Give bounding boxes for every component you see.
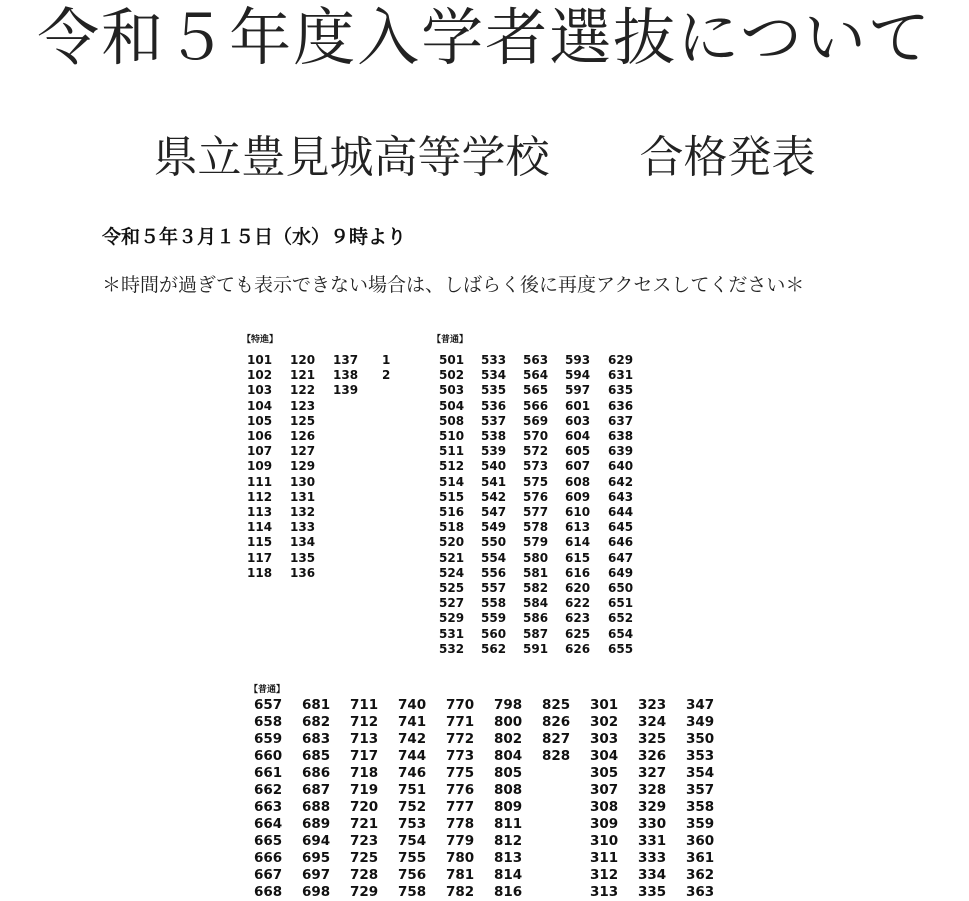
exam-number: 554	[481, 550, 507, 565]
exam-number: 741	[398, 714, 427, 730]
exam-number: 775	[446, 765, 475, 781]
exam-number: 591	[523, 641, 549, 656]
exam-number: 125	[290, 413, 316, 428]
exam-number: 117	[247, 550, 273, 565]
page-subtitle	[0, 128, 969, 188]
exam-number: 827	[542, 731, 571, 747]
results-block-futsu-1	[439, 353, 638, 657]
exam-number: 516	[439, 505, 465, 520]
exam-number: 644	[608, 505, 634, 520]
section-label-futsu-1: 【普通】	[432, 335, 469, 345]
exam-number: 728	[350, 867, 379, 883]
exam-number: 354	[686, 765, 715, 781]
exam-number: 664	[254, 816, 283, 832]
exam-number: 563	[523, 353, 549, 367]
exam-number: 758	[398, 884, 427, 900]
exam-number: 303	[590, 731, 619, 747]
exam-number: 800	[494, 714, 523, 730]
exam-number: 105	[247, 413, 273, 428]
exam-number: 746	[398, 765, 427, 781]
exam-number: 111	[247, 474, 273, 489]
exam-number: 659	[254, 731, 283, 747]
exam-number: 770	[446, 697, 475, 713]
exam-number: 816	[494, 884, 523, 900]
exam-number: 560	[481, 626, 507, 641]
exam-number: 501	[439, 353, 465, 367]
exam-number: 330	[638, 816, 667, 832]
exam-number: 668	[254, 884, 283, 900]
results-column	[290, 353, 333, 581]
exam-number: 549	[481, 520, 507, 535]
exam-number: 754	[398, 833, 427, 849]
exam-number: 305	[590, 765, 619, 781]
exam-number: 131	[290, 489, 316, 504]
exam-number: 607	[565, 459, 591, 474]
exam-number: 129	[290, 459, 316, 474]
exam-number: 640	[608, 459, 634, 474]
exam-number: 536	[481, 398, 507, 413]
exam-number: 755	[398, 850, 427, 866]
exam-number: 104	[247, 398, 273, 413]
exam-number: 753	[398, 816, 427, 832]
exam-number: 534	[481, 368, 507, 383]
exam-number: 814	[494, 867, 523, 883]
results-column	[398, 697, 446, 901]
exam-number: 663	[254, 799, 283, 815]
exam-number: 642	[608, 474, 634, 489]
exam-number: 626	[565, 641, 591, 656]
exam-number: 638	[608, 429, 634, 444]
exam-number: 324	[638, 714, 667, 730]
exam-number: 126	[290, 429, 316, 444]
exam-number: 613	[565, 520, 591, 535]
exam-number: 508	[439, 413, 465, 428]
exam-number: 586	[523, 611, 549, 626]
exam-number: 682	[302, 714, 331, 730]
exam-number: 101	[247, 353, 273, 367]
exam-number: 565	[523, 383, 549, 398]
exam-number: 312	[590, 867, 619, 883]
exam-number: 308	[590, 799, 619, 815]
exam-number: 138	[333, 368, 359, 383]
results-column	[481, 353, 523, 657]
exam-number: 130	[290, 474, 316, 489]
exam-number: 597	[565, 383, 591, 398]
exam-number: 594	[565, 368, 591, 383]
exam-number: 572	[523, 444, 549, 459]
exam-number: 645	[608, 520, 634, 535]
exam-number: 778	[446, 816, 475, 832]
exam-number: 625	[565, 626, 591, 641]
exam-number: 631	[608, 368, 634, 383]
results-column	[333, 353, 382, 581]
exam-number: 562	[481, 641, 507, 656]
exam-number: 683	[302, 731, 331, 747]
exam-number: 577	[523, 505, 549, 520]
results-column	[439, 353, 481, 657]
exam-number: 713	[350, 731, 379, 747]
exam-number: 720	[350, 799, 379, 815]
exam-number: 694	[302, 833, 331, 849]
results-column	[542, 697, 590, 901]
exam-number: 103	[247, 383, 273, 398]
exam-number: 118	[247, 565, 273, 580]
announcement-label: 合格発表	[639, 132, 816, 183]
exam-number: 135	[290, 550, 316, 565]
exam-number: 122	[290, 383, 316, 398]
exam-number: 107	[247, 444, 273, 459]
exam-number: 313	[590, 884, 619, 900]
exam-number: 358	[686, 799, 715, 815]
exam-number: 772	[446, 731, 475, 747]
results-column	[446, 697, 494, 901]
exam-number: 113	[247, 505, 273, 520]
exam-number: 665	[254, 833, 283, 849]
results-column	[382, 353, 402, 581]
exam-number: 335	[638, 884, 667, 900]
exam-number: 781	[446, 867, 475, 883]
exam-number: 688	[302, 799, 331, 815]
exam-number: 805	[494, 765, 523, 781]
exam-number: 133	[290, 520, 316, 535]
exam-number: 667	[254, 867, 283, 883]
exam-number: 514	[439, 474, 465, 489]
exam-number: 327	[638, 765, 667, 781]
exam-number: 362	[686, 867, 715, 883]
exam-number: 813	[494, 850, 523, 866]
exam-number: 729	[350, 884, 379, 900]
exam-number: 132	[290, 505, 316, 520]
exam-number: 718	[350, 765, 379, 781]
exam-number: 557	[481, 581, 507, 596]
exam-number: 304	[590, 748, 619, 764]
results-column	[686, 697, 716, 901]
exam-number: 698	[302, 884, 331, 900]
section-label-tokushin: 【特進】	[242, 335, 279, 345]
results-column	[523, 353, 565, 657]
exam-number: 652	[608, 611, 634, 626]
exam-number: 636	[608, 398, 634, 413]
exam-number: 711	[350, 697, 379, 713]
exam-number: 556	[481, 565, 507, 580]
exam-number: 826	[542, 714, 571, 730]
exam-number: 347	[686, 697, 715, 713]
results-block-tokushin	[247, 353, 402, 581]
exam-number: 604	[565, 429, 591, 444]
exam-number: 603	[565, 413, 591, 428]
exam-number: 809	[494, 799, 523, 815]
exam-number: 363	[686, 884, 715, 900]
exam-number: 524	[439, 565, 465, 580]
results-column	[247, 353, 290, 581]
exam-number: 521	[439, 550, 465, 565]
exam-number: 541	[481, 474, 507, 489]
school-name: 県立豊見城高等学校	[153, 132, 550, 183]
exam-number: 616	[565, 565, 591, 580]
exam-number: 558	[481, 596, 507, 611]
exam-number: 721	[350, 816, 379, 832]
exam-number: 535	[481, 383, 507, 398]
exam-number: 309	[590, 816, 619, 832]
exam-number: 808	[494, 782, 523, 798]
exam-number: 697	[302, 867, 331, 883]
exam-number: 620	[565, 581, 591, 596]
exam-number: 114	[247, 520, 273, 535]
exam-number: 651	[608, 596, 634, 611]
exam-number: 580	[523, 550, 549, 565]
exam-number: 615	[565, 550, 591, 565]
exam-number: 537	[481, 413, 507, 428]
results-column	[608, 353, 638, 657]
exam-number: 610	[565, 505, 591, 520]
exam-number: 106	[247, 429, 273, 444]
exam-number: 115	[247, 535, 273, 550]
exam-number: 360	[686, 833, 715, 849]
exam-number: 134	[290, 535, 316, 550]
exam-number: 573	[523, 459, 549, 474]
exam-number: 804	[494, 748, 523, 764]
exam-number: 660	[254, 748, 283, 764]
exam-number: 331	[638, 833, 667, 849]
exam-number: 828	[542, 748, 571, 764]
exam-number: 614	[565, 535, 591, 550]
exam-number: 323	[638, 697, 667, 713]
exam-number: 776	[446, 782, 475, 798]
exam-number: 629	[608, 353, 634, 367]
exam-number: 547	[481, 505, 507, 520]
access-notice	[102, 270, 804, 297]
exam-number: 504	[439, 398, 465, 413]
exam-number: 742	[398, 731, 427, 747]
exam-number: 531	[439, 626, 465, 641]
exam-number: 510	[439, 429, 465, 444]
exam-number: 661	[254, 765, 283, 781]
exam-number: 520	[439, 535, 465, 550]
exam-number: 582	[523, 581, 549, 596]
exam-number: 609	[565, 489, 591, 504]
exam-number: 533	[481, 353, 507, 367]
exam-number: 601	[565, 398, 591, 413]
exam-number: 120	[290, 353, 316, 367]
exam-number: 137	[333, 353, 359, 367]
exam-number: 686	[302, 765, 331, 781]
exam-number: 566	[523, 398, 549, 413]
exam-number: 649	[608, 565, 634, 580]
results-column	[590, 697, 638, 901]
exam-number: 139	[333, 383, 359, 398]
exam-number: 646	[608, 535, 634, 550]
exam-number: 655	[608, 641, 634, 656]
exam-number: 654	[608, 626, 634, 641]
exam-number: 719	[350, 782, 379, 798]
exam-number: 689	[302, 816, 331, 832]
exam-number: 635	[608, 383, 634, 398]
exam-number: 540	[481, 459, 507, 474]
exam-number: 538	[481, 429, 507, 444]
exam-number: 771	[446, 714, 475, 730]
exam-number: 326	[638, 748, 667, 764]
exam-number: 773	[446, 748, 475, 764]
exam-number: 622	[565, 596, 591, 611]
exam-number: 569	[523, 413, 549, 428]
exam-number: 515	[439, 489, 465, 504]
exam-number: 605	[565, 444, 591, 459]
results-column	[350, 697, 398, 901]
exam-number: 685	[302, 748, 331, 764]
exam-number: 542	[481, 489, 507, 504]
exam-number: 502	[439, 368, 465, 383]
exam-number: 532	[439, 641, 465, 656]
exam-number: 350	[686, 731, 715, 747]
exam-number: 681	[302, 697, 331, 713]
exam-number: 112	[247, 489, 273, 504]
exam-number: 751	[398, 782, 427, 798]
exam-number: 529	[439, 611, 465, 626]
exam-number: 740	[398, 697, 427, 713]
exam-number: 581	[523, 565, 549, 580]
exam-number: 539	[481, 444, 507, 459]
exam-number: 662	[254, 782, 283, 798]
exam-number: 584	[523, 596, 549, 611]
exam-number: 712	[350, 714, 379, 730]
exam-number: 608	[565, 474, 591, 489]
exam-number: 756	[398, 867, 427, 883]
exam-number: 329	[638, 799, 667, 815]
exam-number: 512	[439, 459, 465, 474]
exam-number: 744	[398, 748, 427, 764]
exam-number: 333	[638, 850, 667, 866]
exam-number: 782	[446, 884, 475, 900]
exam-number: 353	[686, 748, 715, 764]
exam-number: 1	[382, 353, 391, 367]
exam-number: 578	[523, 520, 549, 535]
exam-number: 525	[439, 581, 465, 596]
exam-number: 802	[494, 731, 523, 747]
exam-number: 570	[523, 429, 549, 444]
exam-number: 136	[290, 565, 316, 580]
exam-number: 587	[523, 626, 549, 641]
exam-number: 102	[247, 368, 273, 383]
exam-number: 109	[247, 459, 273, 474]
exam-number: 723	[350, 833, 379, 849]
access-notice-text: ＊時間が過ぎても表示できない場合は、しばらく後に再度アクセスしてください＊	[102, 274, 805, 296]
exam-number: 123	[290, 398, 316, 413]
exam-number: 576	[523, 489, 549, 504]
results-block-futsu-2	[254, 697, 716, 901]
results-column	[302, 697, 350, 901]
exam-number: 777	[446, 799, 475, 815]
results-column	[254, 697, 302, 901]
exam-number: 812	[494, 833, 523, 849]
exam-number: 349	[686, 714, 715, 730]
exam-number: 511	[439, 444, 465, 459]
exam-number: 623	[565, 611, 591, 626]
exam-number: 780	[446, 850, 475, 866]
announcement-date: 令和５年３月１５日（水）９時より	[102, 226, 407, 248]
exam-number: 359	[686, 816, 715, 832]
exam-number: 798	[494, 697, 523, 713]
section-label-futsu-2: 【普通】	[249, 685, 286, 695]
exam-number: 334	[638, 867, 667, 883]
exam-number: 311	[590, 850, 619, 866]
exam-number: 564	[523, 368, 549, 383]
results-column	[494, 697, 542, 901]
exam-number: 666	[254, 850, 283, 866]
exam-number: 2	[382, 368, 391, 383]
exam-number: 695	[302, 850, 331, 866]
exam-number: 310	[590, 833, 619, 849]
exam-number: 639	[608, 444, 634, 459]
exam-number: 658	[254, 714, 283, 730]
exam-number: 357	[686, 782, 715, 798]
exam-number: 717	[350, 748, 379, 764]
exam-number: 121	[290, 368, 316, 383]
page-title: 令和５年度入学者選抜について	[37, 1, 932, 74]
exam-number: 752	[398, 799, 427, 815]
exam-number: 593	[565, 353, 591, 367]
exam-number: 307	[590, 782, 619, 798]
exam-number: 503	[439, 383, 465, 398]
exam-number: 643	[608, 489, 634, 504]
exam-number: 325	[638, 731, 667, 747]
exam-number: 361	[686, 850, 715, 866]
exam-number: 575	[523, 474, 549, 489]
results-column	[565, 353, 608, 657]
exam-number: 301	[590, 697, 619, 713]
exam-number: 527	[439, 596, 465, 611]
results-column	[638, 697, 686, 901]
exam-number: 647	[608, 550, 634, 565]
exam-number: 550	[481, 535, 507, 550]
exam-number: 127	[290, 444, 316, 459]
exam-number: 559	[481, 611, 507, 626]
exam-number: 725	[350, 850, 379, 866]
exam-number: 579	[523, 535, 549, 550]
exam-number: 825	[542, 697, 571, 713]
exam-number: 637	[608, 413, 634, 428]
exam-number: 811	[494, 816, 523, 832]
exam-number: 650	[608, 581, 634, 596]
exam-number: 779	[446, 833, 475, 849]
exam-number: 518	[439, 520, 465, 535]
exam-number: 328	[638, 782, 667, 798]
exam-number: 657	[254, 697, 283, 713]
exam-number: 302	[590, 714, 619, 730]
exam-number: 687	[302, 782, 331, 798]
